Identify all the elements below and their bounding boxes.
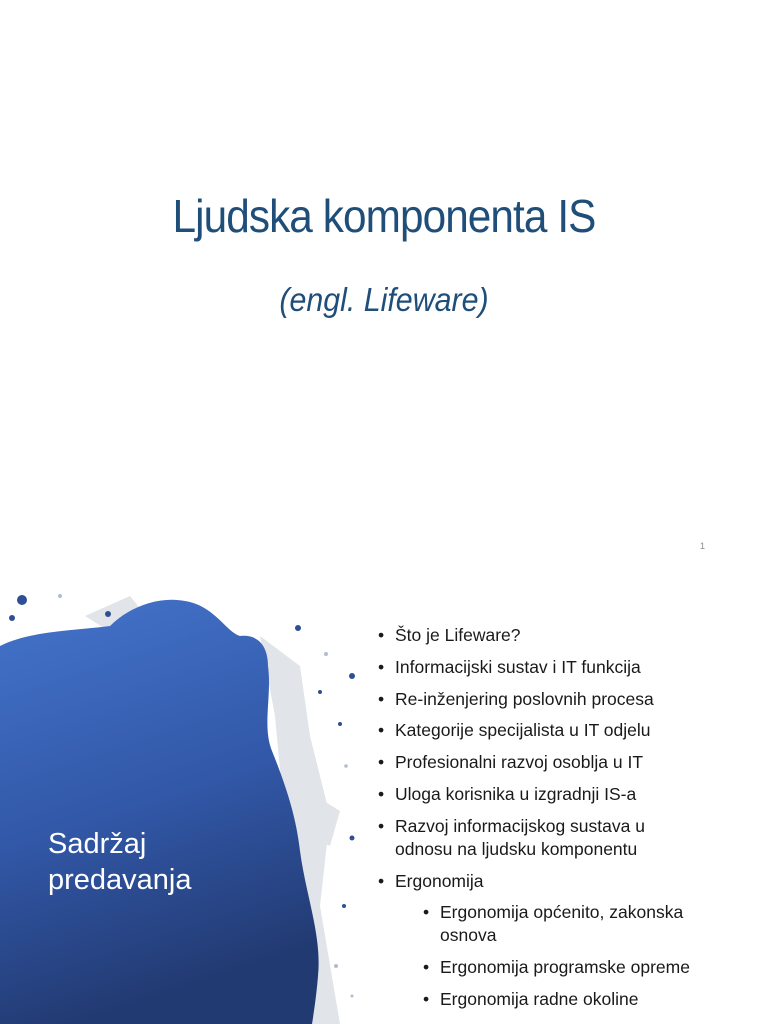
agenda-subitem: • Ergonomija radne okoline <box>423 988 710 1011</box>
agenda-item: • Što je Lifeware? <box>378 624 758 647</box>
agenda-slide <box>0 576 768 1024</box>
section-title-line2: predavanja <box>48 864 192 896</box>
agenda-item: • Razvoj informacijskog sustava u odnosu na ljudsku komponentu <box>378 815 695 861</box>
page-number: 1 <box>700 541 706 551</box>
agenda-subitem: • Ergonomija općenito, zakonska osnova <box>423 901 710 947</box>
slide-title: Ljudska komponenta IS <box>172 190 596 242</box>
agenda-item: • Informacijski sustav i IT funkcija <box>378 656 758 679</box>
agenda-item: • Ergonomija <box>378 870 758 893</box>
section-title <box>48 826 192 898</box>
slide-subtitle: (engl. Lifeware) <box>279 281 489 318</box>
agenda-item: • Kategorije specijalista u IT odjelu <box>378 719 758 742</box>
section-title-line1: Sadržaj <box>48 828 147 860</box>
agenda-subitem: • Ergonomija programske opreme <box>423 956 690 979</box>
agenda-list <box>378 624 758 1020</box>
agenda-item: • Re-inženjering poslovnih procesa <box>378 688 758 711</box>
agenda-item: • Uloga korisnika u izgradnji IS-a <box>378 783 758 806</box>
agenda-item: • Profesionalni razvoj osoblja u IT <box>378 751 758 774</box>
